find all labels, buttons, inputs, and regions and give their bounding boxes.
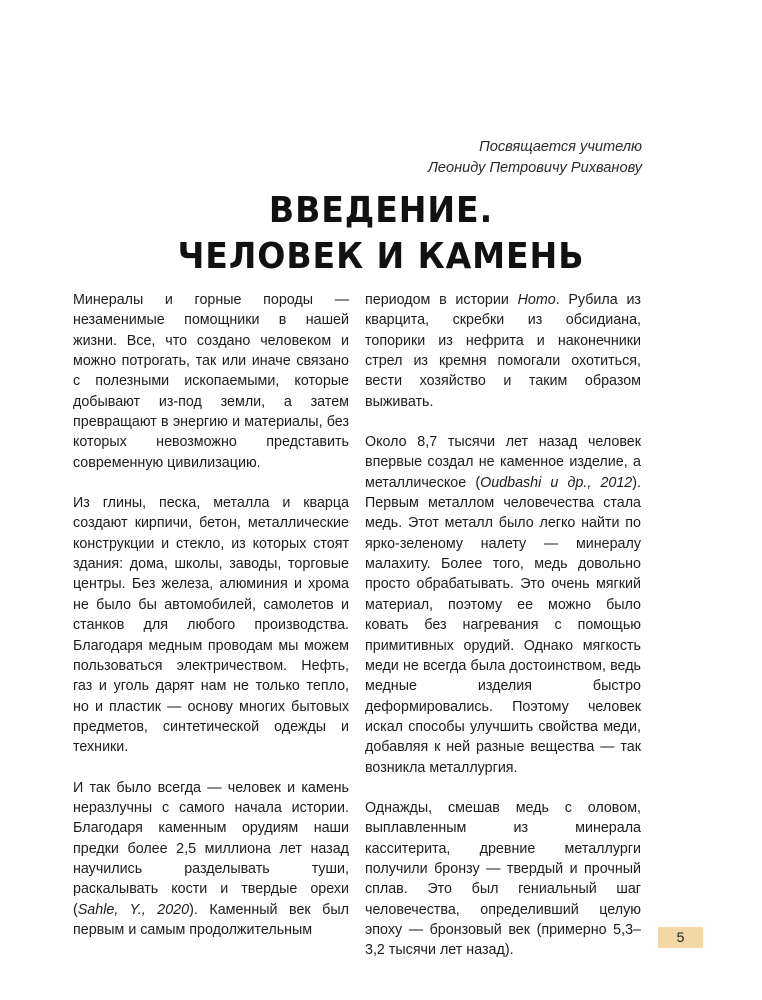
genus-name: Homo <box>517 292 556 308</box>
left-column <box>73 290 349 960</box>
chapter-title-line-1: ВВЕДЕНИЕ. <box>268 190 494 231</box>
paragraph-text: периодом в истории <box>365 292 518 308</box>
paragraph: Минералы и горные породы — незаменимые помощники в нашей жизни. Все, что создано человеком и можно потрогать, так или иначе связано с полезными ископаемыми, которые добывают из-под земли, а затем превращают в энергию и материалы, без которых невозможно представить современную цивилизацию. <box>73 292 349 471</box>
paragraph: Однажды, смешав медь с оловом, выплавленным из минерала касситерита, древние металлурги получили бронзу — твердый и прочный сплав. Это был гениальный шаг человечества, определивший целую эпоху — бронзовый век (примерно 5,3–3,2 тысячи лет назад). <box>365 799 641 959</box>
citation: Oudbashi и др., 2012 <box>480 474 633 491</box>
dedication-line-1: Посвящается учителю <box>479 139 642 155</box>
paragraph-text: ). Каменный век был первым и самым продолжительным <box>73 901 349 938</box>
citation: Sahle, Y., 2020 <box>77 901 190 918</box>
paragraph: Из глины, песка, металла и кварца создают кирпичи, бетон, металлические конструкции и стекло, из которых стоят здания: дома, школы, заводы, торговые центры. Без железа, алюминия и хрома не было бы автомобилей, самолетов и станков для любого производства. Благодаря медным проводам мы можем пользоваться электричеством. Нефть, газ и уголь дарят нам не только тепло, но и пластик — основу многих бытовых предметов, синтетической одежды и техники. <box>73 495 349 756</box>
paragraph-text: Около 8,7 тысячи лет назад человек впервые создал не каменное изделие, а металлическое ( <box>365 434 641 491</box>
paragraph-text: ). Первым металлом человечества стала медь. Этот металл было легко найти по ярко-зеленому налету — минералу малахиту. Более того, медь довольно просто обрабатывать. Это очень мягкий материал, поэтому ее можно было ковать без нагревания с помощью примитивных орудий. Однако мягкость меди не всегда была достоинством, ведь медные изделия быстро деформировались. Поэтому человек искал способы улучшить свойства меди, добавляя к ней разные вещества — так возникла металлургия. <box>365 474 641 776</box>
dedication <box>428 137 642 179</box>
dedication-line-2: Леониду Петровичу Рихванову <box>427 160 642 176</box>
right-column <box>365 290 641 981</box>
paragraph-text: И так было всегда — человек и камень неразлучны с самого начала истории. Благодаря каменным орудиям наши предки более 2,5 миллиона лет назад научились разделывать туши, раскалывать кости и твердые орехи ( <box>73 779 349 918</box>
paragraph-text: . Рубила из кварцита, скребки из обсидиана, топорики из нефрита и наконечники стрел из кремня помогали охотиться, вести хозяйство и таким образом выживать. <box>365 292 641 410</box>
chapter-title-line-2: ЧЕЛОВЕК И КАМЕНЬ <box>177 236 585 277</box>
chapter-title <box>30 188 731 280</box>
page-number: 5 <box>658 927 703 948</box>
paragraph <box>365 290 641 412</box>
paragraph <box>365 432 641 778</box>
paragraph <box>73 778 349 941</box>
